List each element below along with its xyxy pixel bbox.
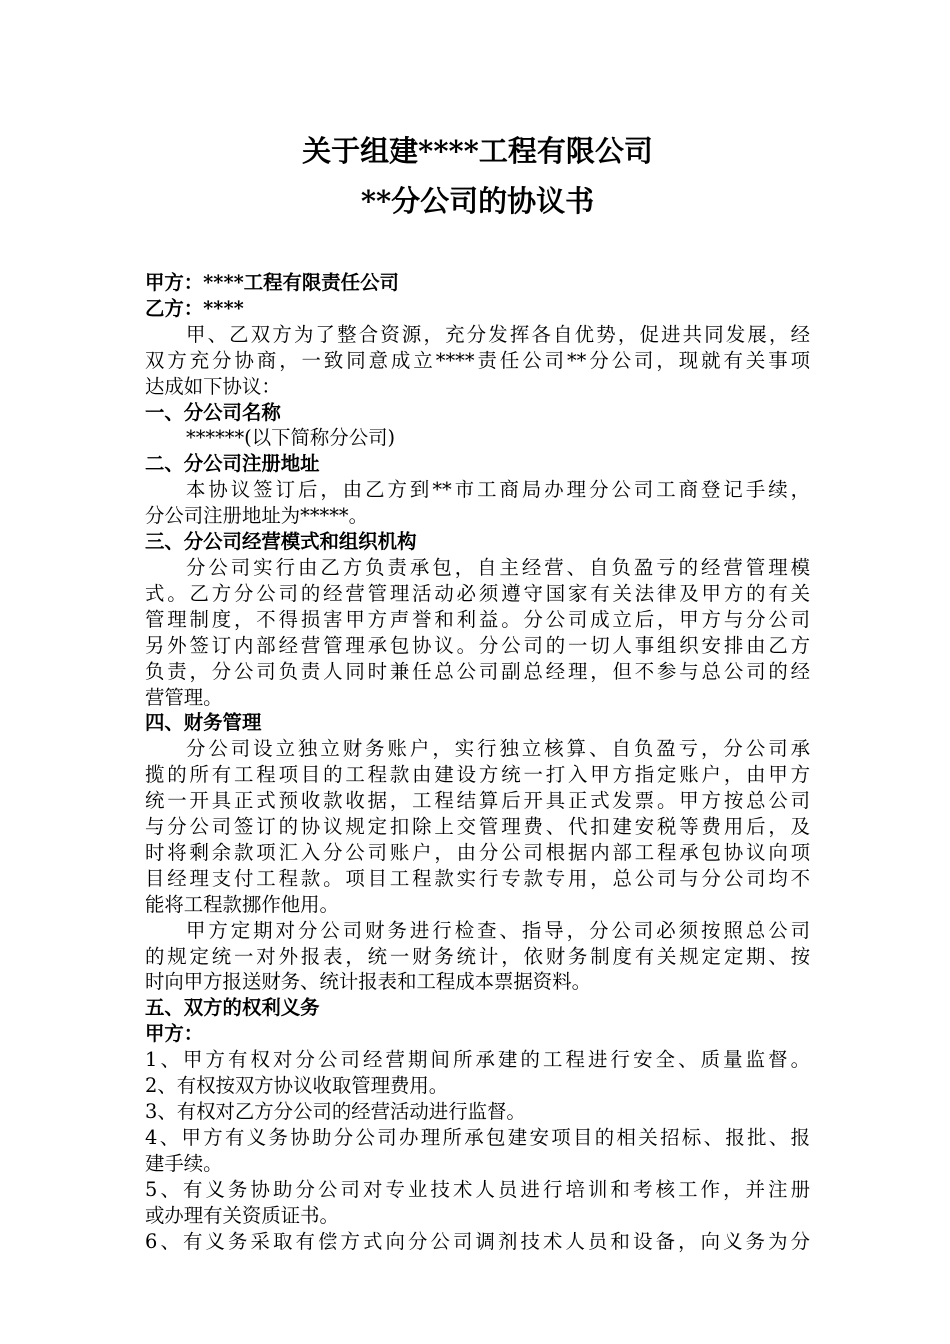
section-heading: 甲方： (145, 1022, 204, 1046)
text-line: 甲、乙双方为了整合资源，充分发挥各自优势，促进共同发展，经 (186, 322, 810, 346)
text-line: 揽的所有工程项目的工程款由建设方统一打入甲方指定账户，由甲方 (145, 763, 810, 787)
text-line: 时将剩余款项汇入分公司账户，由分公司根据内部工程承包协议向项 (145, 840, 810, 864)
section-heading: 五、双方的权利义务 (145, 996, 320, 1020)
text-line: 式。乙方分公司的经营管理活动必须遵守国家有关法律及甲方的有关 (145, 581, 810, 605)
document-title-line-1: 关于组建****工程有限公司 (302, 134, 653, 168)
text-line: 分公司实行由乙方负责承包，自主经营、自负盈亏的经营管理模 (186, 555, 810, 579)
text-line: 管理制度，不得损害甲方声誉和利益。分公司成立后，甲方与分公司 (145, 607, 810, 631)
section-heading: 四、财务管理 (145, 711, 262, 735)
document-body (145, 270, 810, 1254)
text-line: 目经理支付工程款。项目工程款实行专款专用，总公司与分公司均不 (145, 866, 810, 890)
text-line: 的规定统一对外报表，统一财务统计，依财务制度有关规定定期、按 (145, 944, 810, 968)
text-line: 3、有权对乙方分公司的经营活动进行监督。 (145, 1100, 526, 1123)
text-line: 分公司设立独立财务账户，实行独立核算、自负盈亏，分公司承 (186, 737, 810, 761)
section-heading: 二、分公司注册地址 (145, 452, 320, 476)
text-line: 1、甲方有权对分公司经营期间所承建的工程进行安全、质量监督。 (145, 1048, 810, 1072)
section-heading: 三、分公司经营模式和组织机构 (145, 530, 417, 554)
text-line: 时向甲方报送财务、统计报表和工程成本票据资料。 (145, 970, 591, 994)
section-heading: 乙方：**** (145, 296, 244, 320)
text-line: 达成如下协议： (145, 374, 281, 398)
text-line: 能将工程款挪作他用。 (145, 892, 339, 916)
section-heading: 一、分公司名称 (145, 400, 281, 424)
text-line: 4、甲方有义务协助分公司办理所承包建安项目的相关招标、报批、报 (145, 1125, 810, 1149)
text-line: 统一开具正式预收款收据，工程结算后开具正式发票。甲方按总公司 (145, 789, 810, 813)
text-line: ******(以下简称分公司) (186, 426, 396, 450)
text-line: 负责，分公司负责人同时兼任总公司副总经理，但不参与总公司的经 (145, 659, 810, 683)
text-line: 分公司注册地址为*****。 (145, 504, 368, 528)
text-line: 与分公司签订的协议规定扣除上交管理费、代扣建安税等费用后，及 (145, 815, 810, 839)
section-heading: 甲方：****工程有限责任公司 (145, 271, 399, 294)
text-line: 甲方定期对分公司财务进行检查、指导，分公司必须按照总公司 (186, 918, 810, 942)
text-line: 2、有权按双方协议收取管理费用。 (145, 1074, 449, 1098)
text-line: 5、有义务协助分公司对专业技术人员进行培训和考核工作，并注册 (145, 1177, 810, 1201)
text-line: 本协议签订后，由乙方到**市工商局办理分公司工商登记手续， (186, 478, 810, 502)
text-line: 6、有义务采取有偿方式向分公司调剂技术人员和设备，向义务为分 (145, 1229, 810, 1253)
text-line: 另外签订内部经营管理承包协议。分公司的一切人事组织安排由乙方 (145, 633, 810, 657)
text-line: 或办理有关资质证书。 (145, 1203, 339, 1227)
text-line: 双方充分协商，一致同意成立****责任公司**分公司，现就有关事项 (145, 348, 810, 372)
text-line: 营管理。 (145, 685, 223, 709)
text-line: 建手续。 (145, 1151, 223, 1175)
document-title-line-2: **分公司的协议书 (360, 184, 595, 218)
